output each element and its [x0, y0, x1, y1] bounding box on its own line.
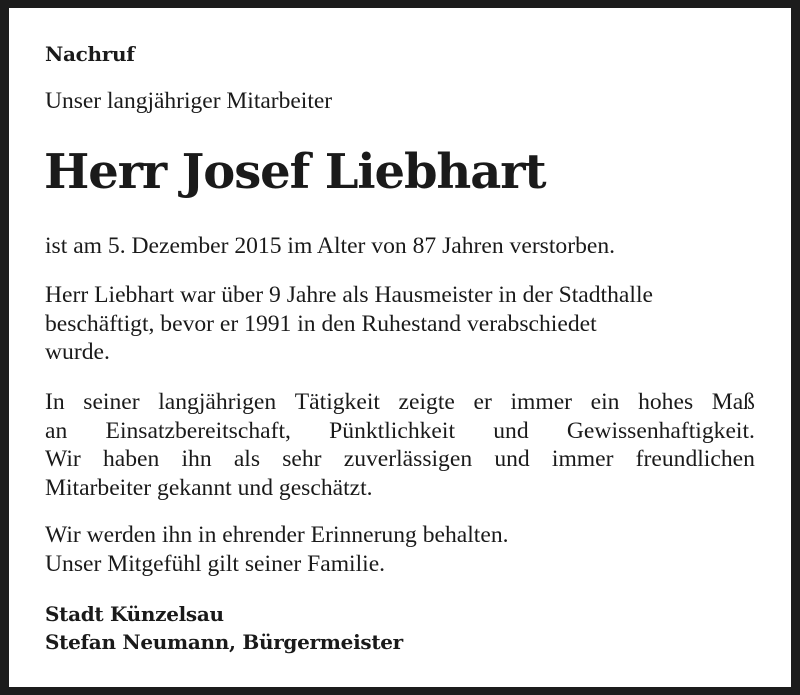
tribute-word: er	[473, 389, 492, 415]
obituary-notice	[9, 8, 791, 687]
tribute-word: haben	[102, 446, 160, 472]
tribute-word: Gewissenhaftigkeit.	[566, 417, 755, 444]
tribute-line	[45, 417, 755, 446]
tribute-paragraph	[45, 388, 755, 502]
tribute-word: zuverlässigen	[343, 446, 473, 472]
tribute-word: sehr	[282, 446, 322, 472]
tribute-word: In	[45, 389, 65, 415]
closing-line: Wir werden ihn in ehrender Erinnerung behalten.	[45, 522, 509, 548]
tribute-word: Maß	[711, 389, 755, 415]
signature-signer: Stefan Neumann, Bürgermeister	[45, 630, 403, 654]
tribute-word: hohes	[638, 389, 694, 415]
tribute-word: immer	[551, 446, 614, 472]
tribute-word: immer	[510, 389, 573, 415]
tribute-word: Pünktlichkeit	[329, 417, 455, 444]
tribute-word: zeigte	[398, 389, 455, 415]
tribute-word: Wir	[45, 446, 81, 472]
tribute-word: ihn	[181, 446, 212, 472]
intro-line: Unser langjähriger Mitarbeiter	[45, 88, 333, 114]
closing-paragraph	[45, 521, 755, 578]
tribute-word: langjährigen	[158, 389, 277, 415]
tribute-word: seiner	[83, 389, 140, 415]
tribute-word: an	[45, 417, 68, 444]
tribute-word: freundlichen	[635, 446, 755, 472]
death-announcement: ist am 5. Dezember 2015 im Alter von 87 Jahren verstorben.	[45, 233, 616, 259]
tribute-line: Mitarbeiter gekannt und geschätzt.	[45, 474, 373, 501]
tribute-word: und	[493, 417, 529, 444]
career-line: Herr Liebhart war über 9 Jahre als Hausmeister in der Stadthalle	[45, 282, 653, 308]
notice-heading: Nachruf	[45, 42, 135, 66]
deceased-name: Herr Josef Liebhart	[44, 144, 546, 200]
tribute-word: Tätigkeit	[294, 389, 380, 415]
tribute-line	[45, 445, 755, 474]
signature-organization: Stadt Künzelsau	[45, 602, 224, 626]
tribute-word: ein	[590, 389, 620, 415]
career-paragraph	[45, 281, 775, 367]
tribute-word: Einsatzbereitschaft,	[105, 417, 291, 444]
closing-line: Unser Mitgefühl gilt seiner Familie.	[45, 550, 386, 577]
tribute-word: als	[233, 446, 261, 472]
tribute-word: und	[494, 446, 530, 472]
tribute-line	[45, 388, 755, 417]
career-line: wurde.	[45, 339, 110, 365]
career-line: beschäftigt, bevor er 1991 in den Ruhestand verabschiedet	[45, 310, 597, 337]
